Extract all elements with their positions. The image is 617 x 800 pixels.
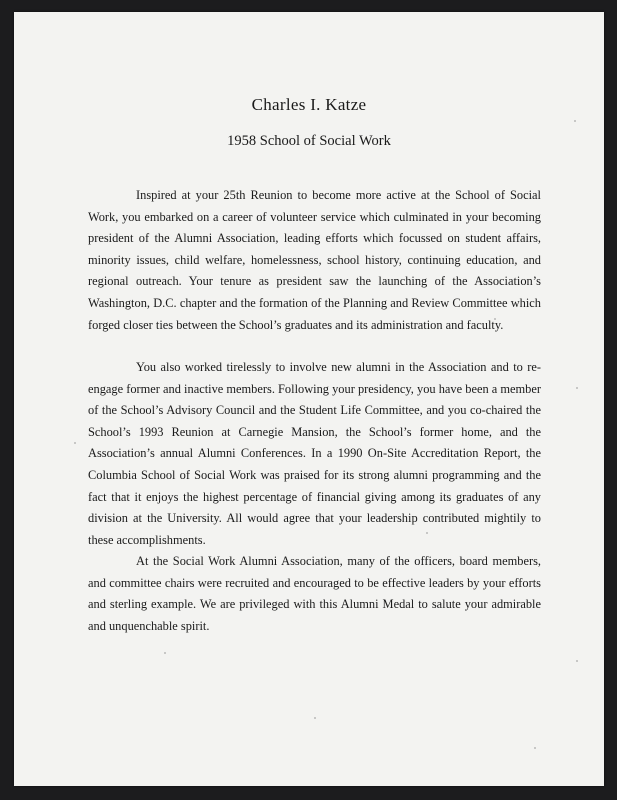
paper-speck: [164, 652, 166, 654]
paper-speck: [314, 717, 316, 719]
paragraph-text: At the Social Work Alumni Association, many of the officers, board members, and committee chairs were recruited and encouraged to be effective leaders by your efforts and sterling example. We are privileged with this Alumni Medal to salute your admirable and unquenchable spirit.: [88, 554, 541, 633]
paper-speck: [74, 442, 76, 444]
honoree-name: Charles I. Katze: [251, 95, 367, 114]
paper-speck: [576, 387, 578, 389]
paragraph-text: You also worked tirelessly to involve new alumni in the Association and to re-engage former and inactive members. Following your presidency, you have been a member of the School’s Advisory Council and the Student Life Committee, and you co-chaired the School’s 1993 Reunion at Carnegie Mansion, the School’s former home, and the Association’s annual Alumni Conferences. In a 1990 On-Site Accreditation Report, the Columbia School of Social Work was praised for its strong alumni programming and the fact that it enjoys the highest percentage of financial giving among its graduates of any division at the University. All would agree that your leadership contributed mightily to these accomplishments.: [88, 360, 541, 547]
paragraph-text: Inspired at your 25th Reunion to become more active at the School of Social Work, you embarked on a career of volunteer service which culminated in your becoming president of the Alumni Association, leading efforts which focussed on student affairs, minority issues, child welfare, homelessness, school history, continuing education, and regional outreach. Your tenure as president saw the launching of the Association’s Washington, D.C. chapter and the formation of the Planning and Review Committee which forged closer ties between the School’s graduates and its administration and faculty.: [88, 188, 541, 332]
paper-speck: [534, 747, 536, 749]
paper-speck: [574, 120, 576, 122]
citation-paragraph-1: [88, 185, 541, 336]
citation-paragraph-3: [88, 551, 541, 637]
honoree-class: 1958 School of Social Work: [227, 133, 391, 149]
paper-speck: [576, 660, 578, 662]
document-page: [14, 12, 604, 786]
citation-paragraph-2: [88, 357, 541, 551]
